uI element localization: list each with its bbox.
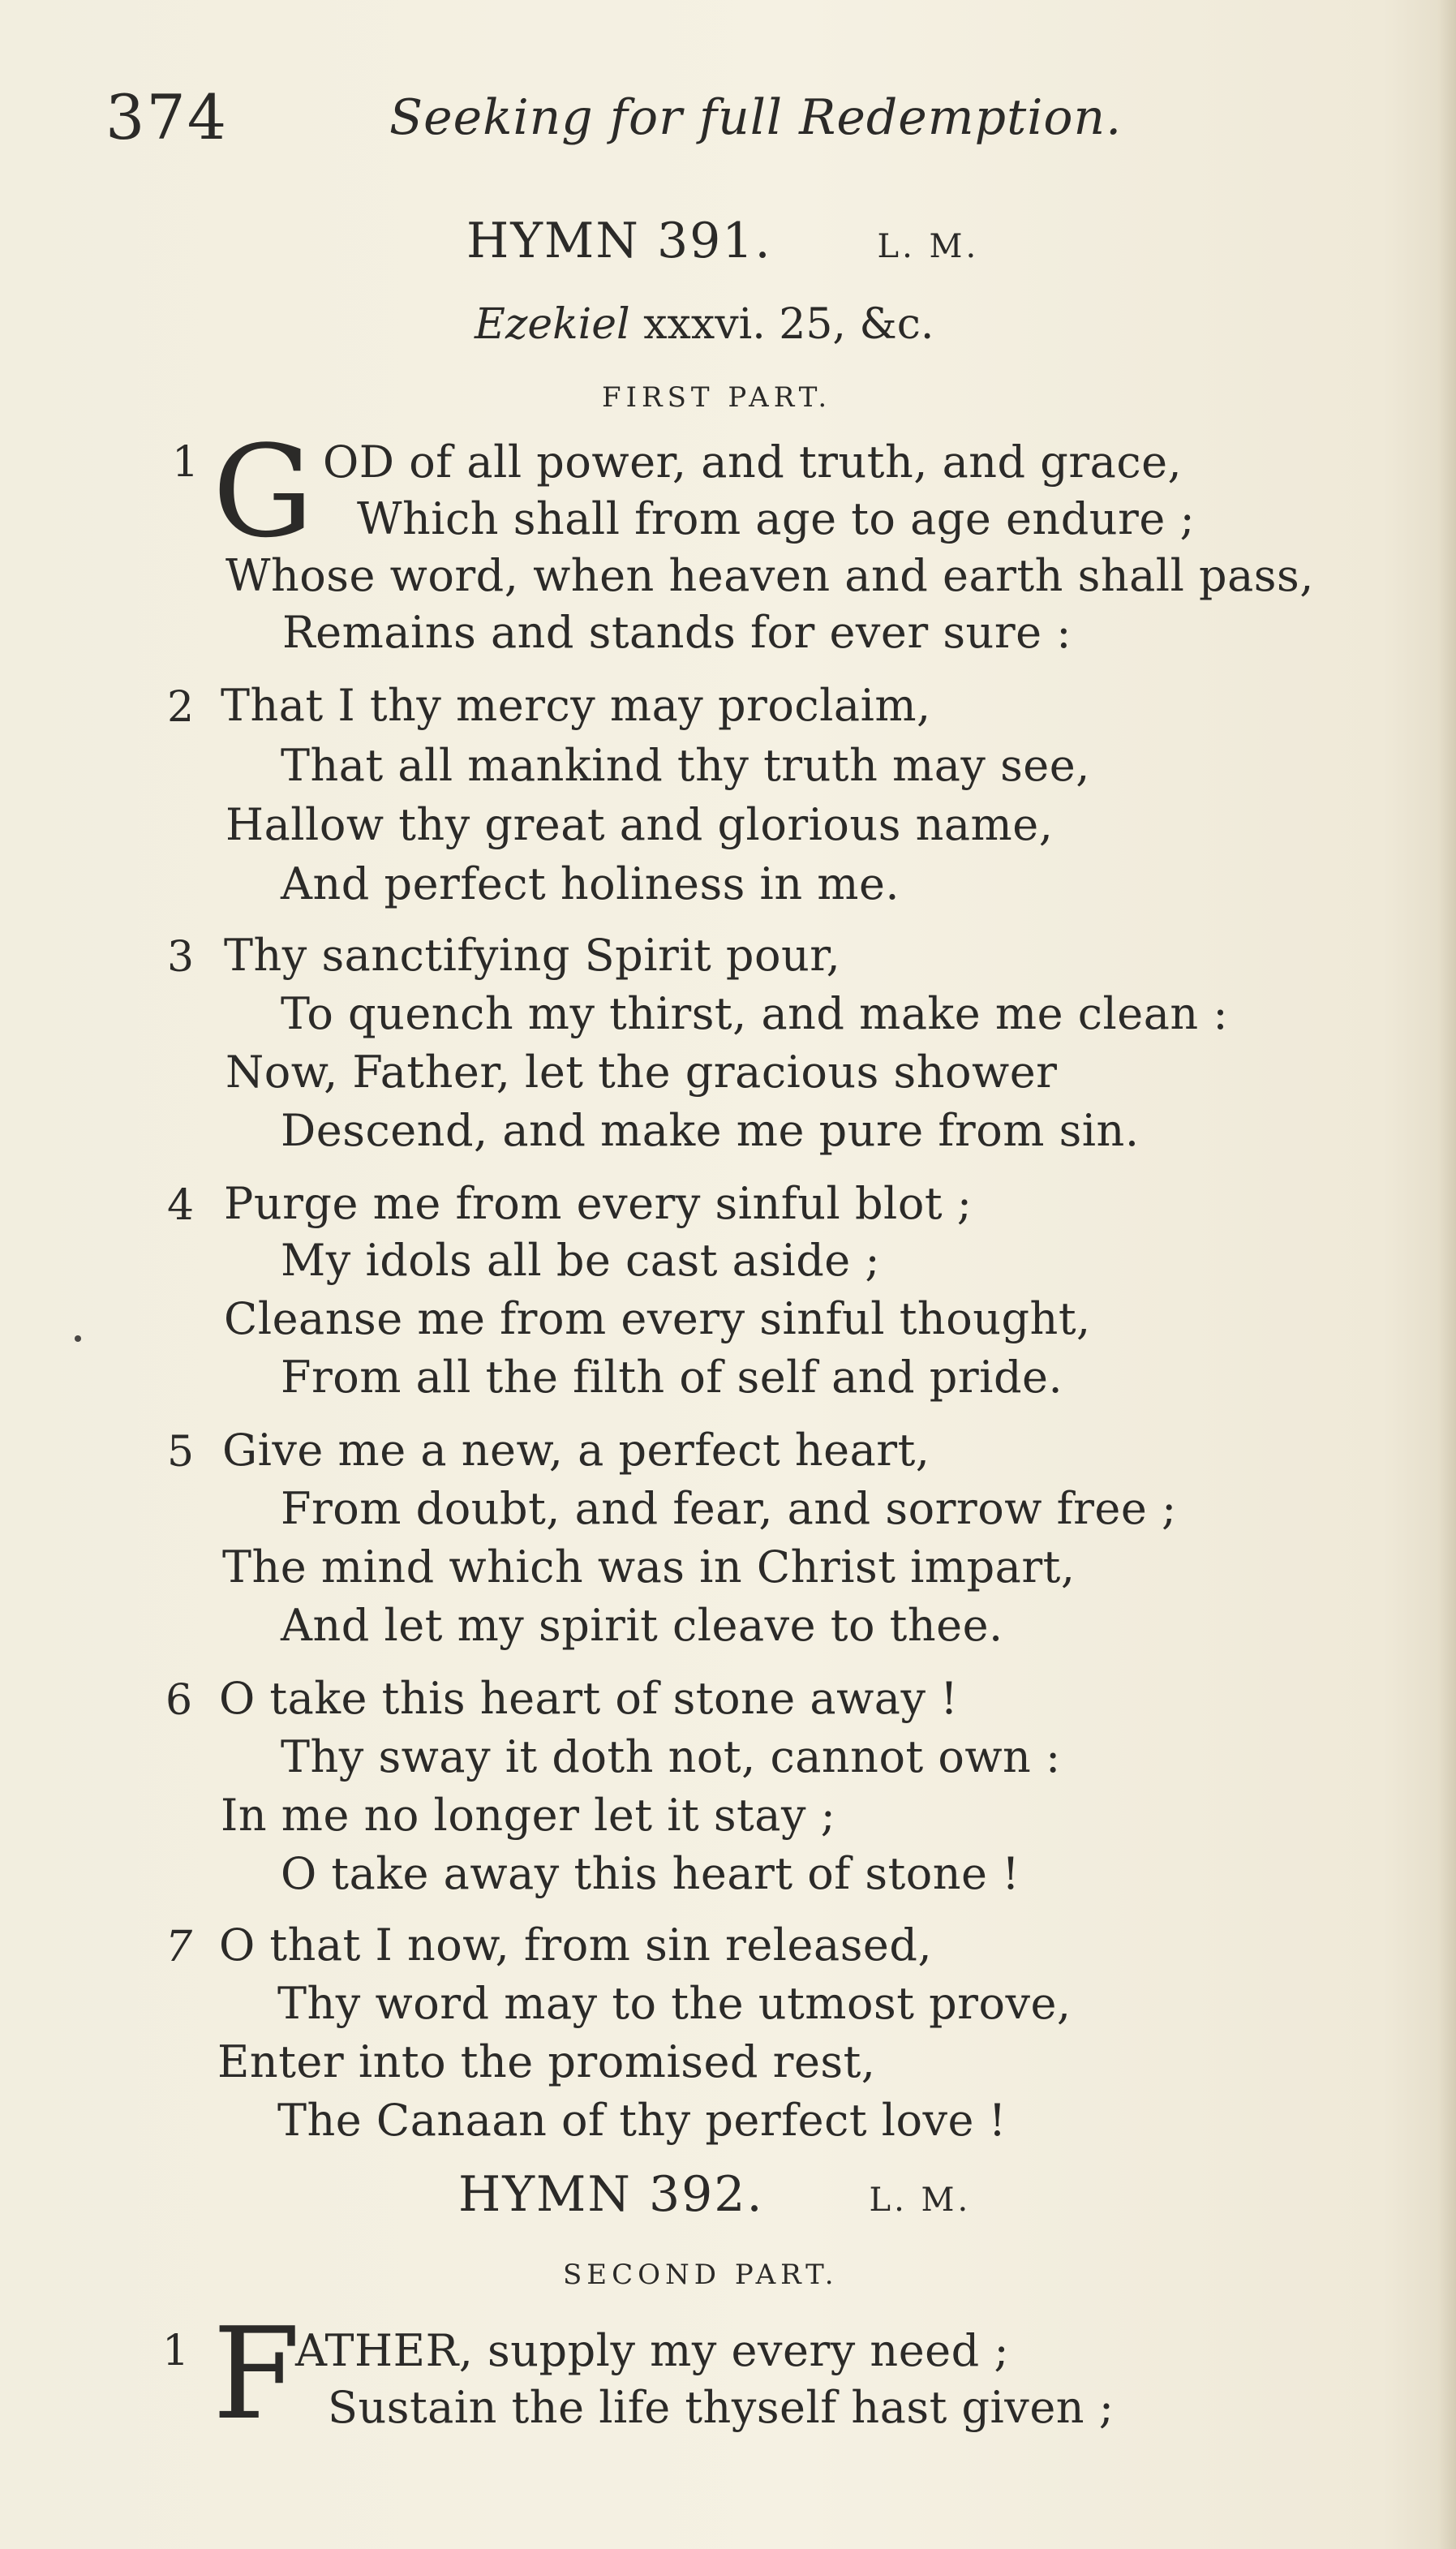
verse-line: O take away this heart of stone ! [281, 1848, 1020, 1899]
verse-line: O that I now, from sin released, [219, 1919, 933, 1971]
scripture-reference: xxxvi. 25, &c. [643, 300, 934, 349]
verse-line: In me no longer let it stay ; [221, 1790, 836, 1841]
verse-line: My idols all be cast aside ; [281, 1235, 881, 1286]
verse-line: And perfect holiness in me. [281, 858, 900, 909]
hymn-391-title [466, 213, 979, 269]
verse-line: Descend, and make me pure from sin. [281, 1105, 1140, 1156]
verse-line: Hallow thy great and glorious name, [225, 799, 1054, 850]
verse-number: 3 [167, 933, 195, 982]
verse-line: The mind which was in Christ impart, [222, 1541, 1076, 1593]
verse-line: From doubt, and fear, and sorrow free ; [281, 1483, 1177, 1534]
verse-line: Thy sanctifying Spirit pour, [224, 930, 841, 981]
verse-line: The Canaan of thy perfect love ! [277, 2095, 1007, 2146]
verse-line: OD of all power, and truth, and grace, [323, 436, 1183, 488]
scripture-book: Ezekiel [475, 300, 630, 349]
verse-line: O take this heart of stone away ! [219, 1673, 959, 1724]
verse-number: 2 [167, 683, 195, 732]
verse-line: Cleanse me from every sinful thought, [224, 1293, 1091, 1344]
ink-speck [75, 1335, 81, 1342]
verse-line: Purge me from every sinful blot ; [224, 1178, 973, 1229]
hymn-392-title [458, 2166, 971, 2223]
hymn-391-number: HYMN 391. [466, 213, 772, 269]
verse-line: And let my spirit cleave to thee. [281, 1600, 1003, 1651]
running-head [105, 81, 1322, 162]
verse-line: Sustain the life thyself hast given ; [328, 2382, 1115, 2433]
verse-line: That all mankind thy truth may see, [281, 740, 1090, 791]
verse-number: 1 [162, 2327, 190, 2375]
page-edge [1438, 0, 1456, 2549]
verse-line: To quench my thirst, and make me clean : [281, 988, 1229, 1039]
verse-line: Thy sway it doth not, cannot own : [281, 1731, 1061, 1782]
verse-line: Remains and stands for ever sure : [282, 607, 1072, 658]
verse-line: Enter into the promised rest, [217, 2036, 876, 2087]
drop-cap: G [213, 418, 314, 565]
running-title: Seeking for full Redemption. [389, 89, 1123, 146]
verse-line: Which shall from age to age endure ; [357, 493, 1196, 544]
verse-line: That I thy mercy may proclaim, [221, 680, 931, 731]
hymn-391-part-title: FIRST PART. [602, 381, 832, 414]
verse-line: Give me a new, a perfect heart, [222, 1425, 930, 1476]
verse-number: 1 [172, 438, 200, 487]
verse-number: 6 [165, 1676, 193, 1725]
verse-number: 4 [167, 1181, 195, 1230]
drop-cap: F [213, 2300, 301, 2448]
page-number: 374 [105, 81, 229, 153]
hymn-392-part-title: SECOND PART. [563, 2259, 839, 2291]
verse-line: ATHER, supply my every need ; [295, 2325, 1010, 2376]
verse-line: From all the filth of self and pride. [281, 1352, 1063, 1403]
hymn-391-meter: L. M. [877, 228, 980, 265]
hymn-392-meter: L. M. [869, 2181, 972, 2219]
hymn-392-number: HYMN 392. [458, 2166, 764, 2223]
hymn-391-scripture [475, 300, 934, 349]
verse-line: Thy word may to the utmost prove, [277, 1978, 1072, 2029]
verse-line: Whose word, when heaven and earth shall pass, [225, 550, 1314, 601]
verse-number: 5 [167, 1428, 195, 1477]
verse-line: Now, Father, let the gracious shower [225, 1047, 1058, 1098]
verse-number: 7 [165, 1923, 193, 1971]
